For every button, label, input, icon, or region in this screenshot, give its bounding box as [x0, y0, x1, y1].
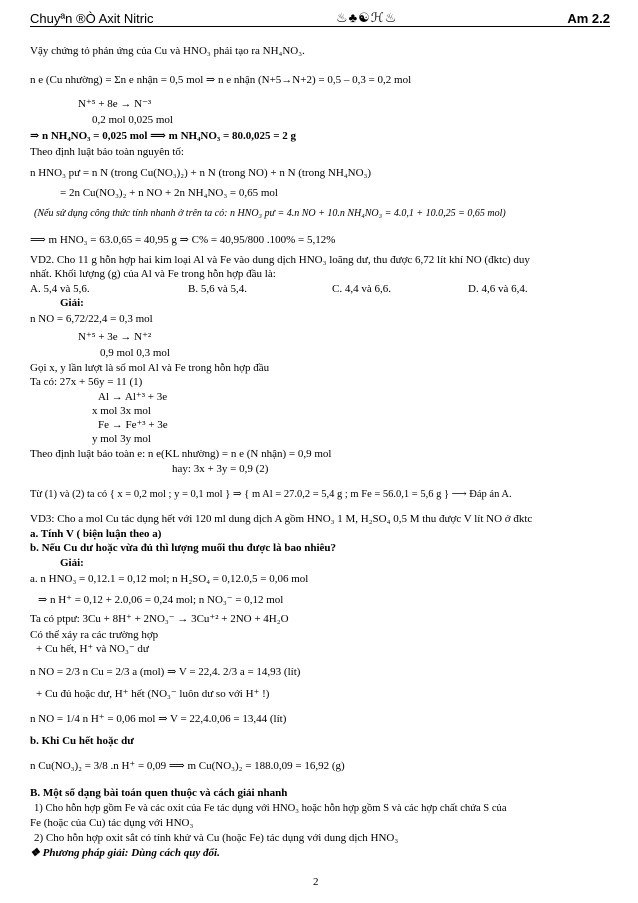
text-line: 0,2 mol 0,025 mol [92, 114, 173, 126]
text-line: Vậy chứng tỏ phản ứng của Cu và HNO₃ phải tạo ra NH₄NO₃. [30, 45, 305, 57]
problem-statement: VD2. Cho 11 g hỗn hợp hai kim loại Al và Fe vào dung dịch HNO₃ loãng dư, thu được 6,72 lít khí NO (đktc) duy [30, 254, 530, 266]
equation-line: Fe → Fe⁺³ + 3e [98, 419, 168, 431]
method-heading: ❖ Phương pháp giải: Dùng cách quy đổi. [30, 847, 220, 859]
solution-heading: Giải: [60, 297, 84, 309]
header-rule [30, 26, 610, 27]
text-line: 0,9 mol 0,3 mol [100, 347, 170, 359]
text-line: x mol 3x mol [92, 405, 151, 417]
problem-statement: nhất. Khối lượng (g) của Al và Fe trong hỗn hợp đầu là: [30, 268, 276, 280]
subheading: b. Khi Cu hết hoặc dư [30, 735, 134, 747]
text-line: n NO = 1/4 n H⁺ = 0,06 mol ⇒ V = 22,4.0,06 = 13,44 (lít) [30, 713, 287, 725]
text-line: ⇒ n H⁺ = 0,12 + 2.0,06 = 0,24 mol; n NO₃⁻ = 0,12 mol [38, 594, 284, 606]
text-line: Theo định luật bảo toàn e: n e(KL nhường) = n e (N nhận) = 0,9 mol [30, 448, 332, 460]
solution-heading: Giải: [60, 557, 84, 569]
section-heading: B. Một số dạng bài toán quen thuộc và cách giải nhanh [30, 787, 288, 799]
equation-line: N⁺⁵ + 3e → N⁺² [78, 331, 152, 343]
text-line: Có thể xảy ra các trường hợp [30, 629, 159, 641]
text-line: 2) Cho hỗn hợp oxit sắt có tính khử và Cu (hoặc Fe) tác dụng với dung dịch HNO₃ [34, 832, 399, 844]
question-a: a. Tính V ( biện luận theo a) [30, 528, 162, 540]
text-line: 1) Cho hỗn hợp gồm Fe và các oxit của Fe tác dụng với HNO₃ hoặc hỗn hợp gồm S và các hợp chất chứa S của [34, 803, 507, 814]
text-line: n Cu(NO₃)₂ = 3/8 .n H⁺ = 0,09 ⟹ m Cu(NO₃)₂ = 188.0,09 = 16,92 (g) [30, 760, 345, 772]
text-line: Fe (hoặc của Cu) tác dụng với HNO₃ [30, 817, 194, 829]
system-of-equations: Từ (1) và (2) ta có { x = 0,2 mol ; y = 0,1 mol } ⇒ { m Al = 27.0,2 = 5,4 g ; m Fe = 56.0,1 = 5,6 g } ⟶ Đáp án A. [30, 489, 512, 500]
text-line: Gọi x, y lần lượt là số mol Al và Fe trong hỗn hợp đầu [30, 362, 270, 374]
text-line: n e (Cu nhường) = Σn e nhận = 0,5 mol ⇒ n e nhận (N+5→N+2) = 0,5 – 0,3 = 0,2 mol [30, 74, 412, 86]
text-line: (Nếu sử dụng công thức tính nhanh ở trên ta có: n HNO₃ pư = 4.n NO + 10.n NH₄NO₃ = 4.0,1 + 10.0,25 = 0,65 mol) [34, 208, 506, 219]
problem-statement: VD3: Cho a mol Cu tác dụng hết với 120 ml dung dịch A gồm HNO₃ 1 M, H₂SO₄ 0,5 M thu được V lít NO ở đktc [30, 513, 533, 525]
text-line: n NO = 6,72/22,4 = 0,3 mol [30, 313, 153, 325]
equation-line: N⁺⁵ + 8e → N⁻³ [78, 98, 152, 110]
header-code: Am 2.2 [567, 11, 610, 26]
text-line: Theo định luật bảo toàn nguyên tố: [30, 146, 184, 158]
page-number: 2 [313, 876, 319, 888]
header-title: Chuyªn ®Ò Axit Nitric [30, 11, 154, 26]
text-line: n HNO₃ pư = n N (trong Cu(NO₃)₂) + n N (trong NO) + n N (trong NH₄NO₃) [30, 167, 372, 179]
equation-line: Al → Al⁺³ + 3e [98, 391, 168, 403]
text-line: y mol 3y mol [92, 433, 151, 445]
text-line: hay: 3x + 3y = 0,9 (2) [172, 463, 269, 475]
text-line: a. n HNO₃ = 0,12.1 = 0,12 mol; n H₂SO₄ = 0,12.0,5 = 0,06 mol [30, 573, 309, 585]
choice-c: C. 4,4 và 6,6. [332, 283, 391, 295]
text-line: ⇒ n NH₄NO₃ = 0,025 mol ⟹ m NH₄NO₃ = 80.0,025 = 2 g [30, 130, 296, 142]
page-header [30, 4, 610, 28]
choice-a: A. 5,4 và 5,6. [30, 283, 90, 295]
header-symbols: ♨♣☯ℋ♨ [336, 10, 398, 25]
equation-line: Ta có ptpư: 3Cu + 8H⁺ + 2NO₃⁻ → 3Cu⁺² + 2NO + 4H₂O [30, 613, 289, 625]
text-line: + Cu hết, H⁺ và NO₃⁻ dư [36, 643, 149, 655]
question-b: b. Nếu Cu dư hoặc vừa đủ thì lượng muối thu được là bao nhiêu? [30, 542, 337, 554]
choice-b: B. 5,6 và 5,4. [188, 283, 247, 295]
text-line: Ta có: 27x + 56y = 11 (1) [30, 376, 143, 388]
choice-d: D. 4,6 và 6,4. [468, 283, 528, 295]
text-line: + Cu đủ hoặc dư, H⁺ hết (NO₃⁻ luôn dư so với H⁺ !) [36, 688, 270, 700]
text-line: n NO = 2/3 n Cu = 2/3 a (mol) ⇒ V = 22,4. 2/3 a = 14,93 (lít) [30, 666, 301, 678]
text-line: ⟹ m HNO₃ = 63.0,65 = 40,95 g ⇒ C% = 40,95/800 .100% = 5,12% [30, 234, 336, 246]
text-line: = 2n Cu(NO₃)₂ + n NO + 2n NH₄NO₃ = 0,65 mol [60, 187, 278, 199]
